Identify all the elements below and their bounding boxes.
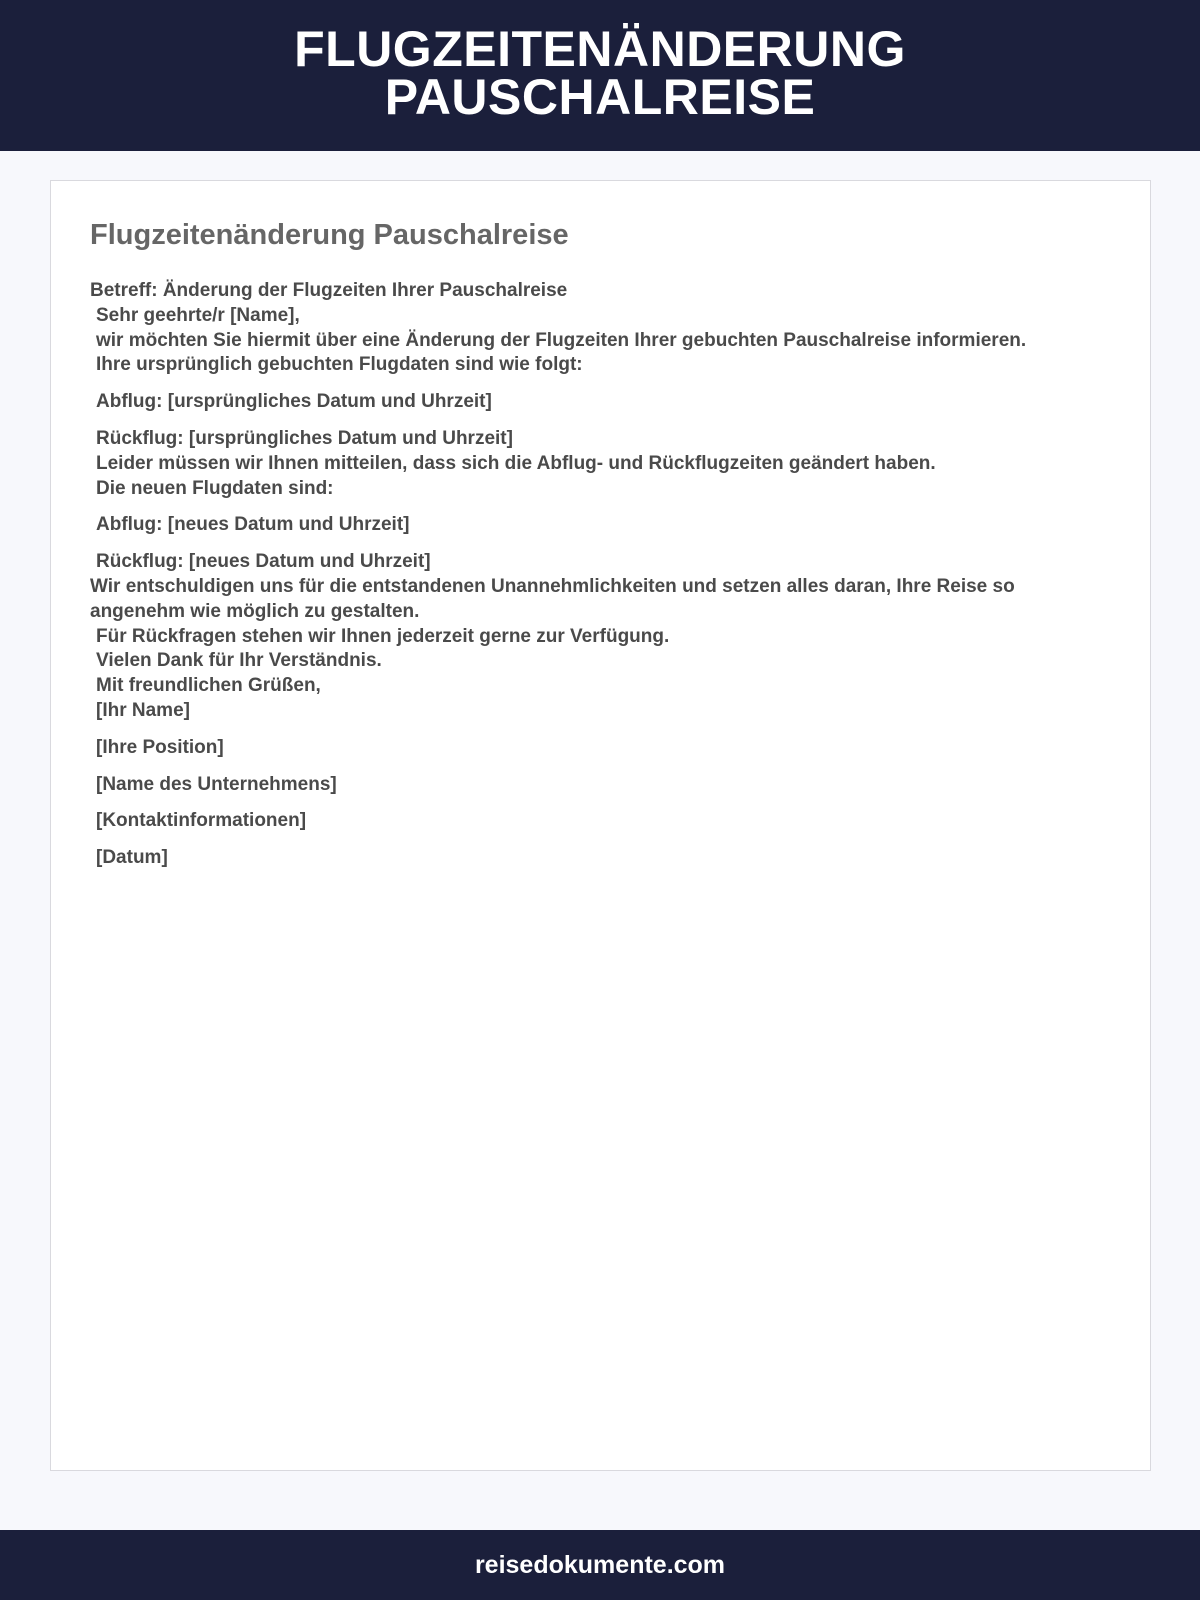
- letter-intro: wir möchten Sie hiermit über eine Änderung der Flugzeiten Ihrer gebuchten Pauschalreise informieren.: [96, 329, 1027, 351]
- footer-site-link[interactable]: reisedokumente.com: [474, 1550, 726, 1579]
- letter-signature-company: [Name des Unternehmens]: [96, 773, 337, 795]
- letter-closing: Mit freundlichen Grüßen,: [96, 675, 321, 697]
- page-header: [0, 0, 1200, 151]
- letter-signature-date: [Datum]: [96, 847, 168, 869]
- letter-contact-offer: Für Rückfragen stehen wir Ihnen jederzeit gerne zur Verfügung.: [96, 625, 670, 647]
- letter-new-return: Rückflug: [neues Datum und Uhrzeit]: [96, 551, 431, 573]
- letter-new-heading: Die neuen Flugdaten sind:: [96, 477, 334, 499]
- header-title-line-1: FLUGZEITENÄNDERUNG: [294, 20, 906, 77]
- letter-signature-contact: [Kontaktinformationen]: [96, 810, 307, 832]
- letter-change-notice: Leider müssen wir Ihnen mitteilen, dass sich die Abflug- und Rückflugzeiten geändert haben.: [96, 452, 936, 474]
- letter-body: [90, 279, 1100, 871]
- letter-apology: Wir entschuldigen uns für die entstandenen Unannehmlichkeiten und setzen alles daran, Ihre Reise so angenehm wie möglich zu gestalten.: [90, 575, 1015, 622]
- letter-subject: Betreff: Änderung der Flugzeiten Ihrer Pauschalreise: [90, 280, 568, 301]
- document-title: Flugzeitenänderung Pauschalreise: [90, 219, 569, 251]
- page-footer: [0, 1530, 1200, 1600]
- letter-salutation: Sehr geehrte/r [Name],: [96, 304, 300, 326]
- letter-original-heading: Ihre ursprünglich gebuchten Flugdaten sind wie folgt:: [96, 354, 583, 376]
- letter-thanks: Vielen Dank für Ihr Verständnis.: [96, 650, 382, 672]
- letter-new-departure: Abflug: [neues Datum und Uhrzeit]: [96, 514, 410, 536]
- letter-original-return: Rückflug: [ursprüngliches Datum und Uhrzeit]: [96, 427, 513, 449]
- letter-original-departure: Abflug: [ursprüngliches Datum und Uhrzeit]: [96, 391, 492, 413]
- letter-signature-name: [Ihr Name]: [96, 699, 190, 721]
- document-card: [50, 180, 1151, 1471]
- header-title-line-2: PAUSCHALREISE: [384, 68, 816, 125]
- letter-signature-position: [Ihre Position]: [96, 736, 224, 758]
